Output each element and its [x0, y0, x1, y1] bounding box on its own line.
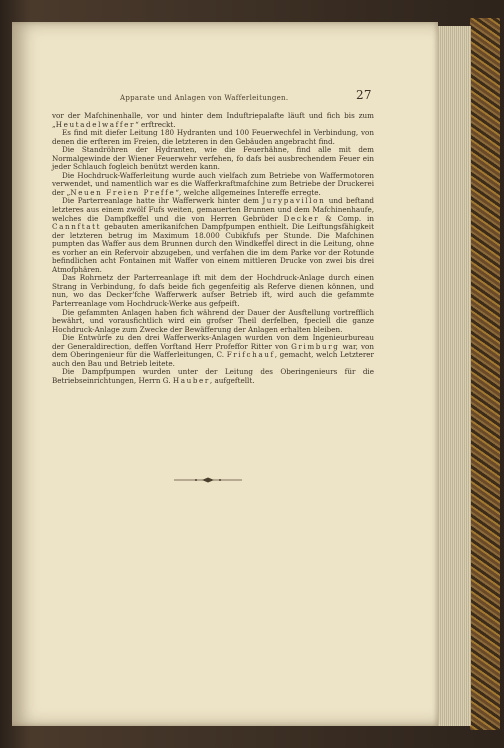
paragraph — [52, 129, 374, 146]
text-run: Es find mit diefer Leitung 180 Hydranten und 100 Feuerwechfel in Verbindung, von denen die erfteren im Freien, die letzteren in den Gebäuden angebracht find. — [52, 128, 374, 146]
text-run: vor der Mafchinenhalle, vor und hinter dem Induftriepalafte läuft und fich bis zum „ — [52, 111, 374, 129]
paragraph — [52, 146, 374, 172]
body-text — [52, 112, 374, 386]
spaced-name: Heutadelwaffer — [55, 119, 136, 129]
text-run: , gemacht, welch Letzterer auch den Bau und Betrieb leitete. — [52, 350, 374, 368]
page-number: 27 — [356, 88, 372, 102]
text-run: , aufgeftellt. — [209, 375, 255, 385]
marbled-book-edge — [470, 18, 500, 730]
paragraph — [52, 368, 374, 385]
spaced-name: Hauber — [172, 375, 210, 385]
spaced-name: Decker — [283, 213, 320, 223]
text-run: war, von dem Oberingenieur für die Wafferleitungen, C. — [52, 341, 374, 360]
paragraph — [52, 112, 374, 129]
spaced-name: Frifchauf — [226, 350, 275, 360]
text-run: Die Parterreanlage hatte ihr Wafferwerk hinter dem — [62, 196, 263, 206]
text-run: Die Dampfpumpen wurden unter der Leitung des Oberingenieurs für die Betriebseinrichtungen, Herrn G. — [52, 367, 374, 385]
text-run: Das Rohrnetz der Parterreanlage ift mit dem der Hochdruck-Anlage durch einen Strang in Verbindung, fo dafs beide fich gegenfeitig als Referve dienen können, und nun, wo das Decker'fche Wafferwerk aufser Betrieb ift, wird auch die gefammte Parterreanlage vom Hochdruck-Werke aus gefpeift. — [52, 273, 374, 309]
text-run: Die Entwürfe zu den drei Wafferwerks-Anlagen wurden von dem Ingenieurbureau der Generaldirection, deffen Vorftand Herr Profeffor Ritter von — [52, 333, 374, 351]
page-stack-edge — [436, 26, 471, 726]
paragraph — [52, 334, 374, 368]
paragraph — [52, 197, 374, 274]
text-run: gebauten amerikanifchen Dampfpumpen enthielt. Die Leiftungsfähigkeit der letzteren betrug im Maximum 18.000 Cubikfufs per Stunde. Die Mafchinen pumpten das Waffer aus dem Brunnen durch den Windkeffel direct in die Leitung, ohne es vorher an ein Refervoir abzugeben, und verfahen die im dem Parke vor der Rotunde befindlichen acht Fontainen mit Waffer von einem mittleren Drucke von zwei bis drei Atmofphären. — [52, 222, 374, 274]
text-run: und beftand letzteres aus einem zwölf Fufs weiten, gemauerten Brunnen und dem Mafchinenhaufe, welches die Dampfkeffel und die von Herren Gebrüder — [52, 196, 374, 223]
text-run: “ erftreckt. — [135, 119, 176, 129]
paragraph — [52, 309, 374, 335]
text-run: Die Standröhren der Hydranten, wie die Feuerhähne, find alle mit dem Normalgewinde der Wiener Feuerwehr verfehen, fo dafs bei ausbrechendem Feuer ein jeder Schlauch fogleich benützt werden kann. — [52, 145, 374, 172]
spaced-name: Cannftatt — [52, 222, 102, 232]
text-run: & Comp. in — [319, 213, 374, 223]
running-title: Apparate und Anlagen von Wafferleitungen. — [120, 94, 289, 102]
spaced-name: Grimburg — [291, 341, 340, 351]
text-run: Die gefammten Anlagen haben fich während der Dauer der Ausftellung vortrefflich bewährt, und vorausfichtlich wird ein grofser Theil derfelben, fpeciell die ganze Hochdruck-Anlage zum Zwecke der Bewäfferung der Anlagen erhalten bleiben. — [52, 307, 374, 334]
paragraph — [52, 274, 374, 308]
paragraph — [52, 172, 374, 198]
spaced-name: Jurypavillon — [262, 196, 326, 206]
text-run: “, welche allgemeines Intereffe erregte. — [175, 187, 321, 197]
end-ornament-icon — [172, 476, 244, 484]
text-run: Die Hochdruck-Wafferleitung wurde auch vielfach zum Betriebe von Waffermotoren verwendet, und namentlich war es die Wafferkraftmafchine zum Betriebe der Druckerei der „ — [52, 170, 374, 197]
spaced-name: Neuen Freien Preffe — [70, 187, 176, 197]
